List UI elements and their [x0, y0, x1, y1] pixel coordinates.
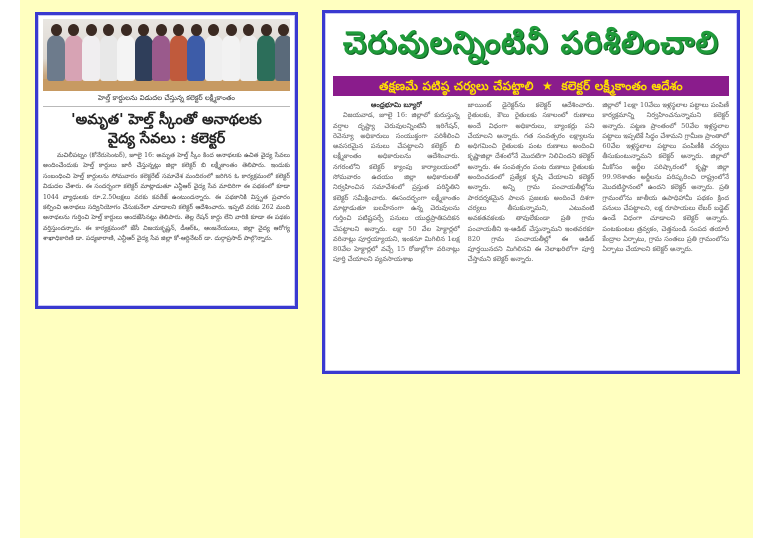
photo-person [65, 35, 83, 81]
photo-person-head [261, 24, 272, 36]
photo-person-head [103, 24, 114, 36]
column-text: విజయవాడ, జూలై 16: జిల్లాలో కురుస్తున్న వర్షాల దృష్ట్యా చెరువులన్నింటినీ ఇరిగేషన్, రెవెన్యూ అధికారులు సంయుక్తంగా పరిశీలించి అవసరమైన పనులు చేపట్టాలని కలెక్టర్ బి లక్ష్మీకాంతం అధికారులను ఆదేశించారు. నగరంలోని కలెక్టర్ క్యాంపు కార్యాలయంలో సోమవారం ఉదయం జిల్లా అధికారులతో నిర్వహించిన సమావేశంలో ప్రస్తుత పరిస్థితిని కలెక్టర్ సమీక్షించారు. ఈసందర్భంగా లక్ష్మీకాంతం మాట్లాడుతూ బలహీనంగా ఉన్న చెరువులను గుర్తించి పటిష్టపర్చే పనులు యుద్ధప్రాతిపదికన చేపట్టాలని అన్నారు. లక్షా 50 వేల హెక్టార్లలో వరినాట్లు పూర్తయ్యాయని, ఇంకనూ మిగిలిన 1లక్ష 80వేల హెక్టార్లలో వచ్చే 15 రోజుల్లోగా వరినాట్లు పూర్తి చేయాలని వ్యవసాయశాఖ [333, 111, 460, 264]
article-headline: చెరువులన్నింటినీ పరిశీలించాలి [342, 25, 720, 61]
photo-person-head [278, 24, 289, 36]
photo-person [205, 35, 223, 81]
photo-person-head [226, 24, 237, 36]
photo-person [275, 35, 291, 81]
photo-person [82, 35, 100, 81]
news-clipping-tanks-inspection [322, 10, 740, 374]
photo-person-head [208, 24, 219, 36]
photo-person-head [191, 24, 202, 36]
photo-person-head [138, 24, 149, 36]
photo-person [170, 35, 188, 81]
photo-caption: హెల్త్ కార్డులను విడుదల చేస్తున్న కలెక్టర్ లక్ష్మీకాంతం [43, 94, 290, 107]
headline-line-2: వైద్య సేవలు : కలెక్టర్ [107, 130, 226, 147]
column-text: జిల్లాలో 1లక్షా 10వేలు ఇళ్లస్థలాల పట్టాలు పంపిణీ కార్యక్రమాన్ని నిర్వహించనున్నామని కలెక్టర్ అన్నారు. పట్టణ ప్రాంతంలో 50వేల ఇళ్లస్థలాల పట్టాలు ఇప్పటికే సిద్ధం చేశామని గ్రామీణ ప్రాంతాలో 60వేల ఇళ్లస్థలాల పట్టాలు పంపిణీకి చర్యలు తీసుకుంటున్నామని కలెక్టర్ అన్నారు. జిల్లాలో మీకోసం అర్జీల పరిష్కారంలో కృష్ణా జిల్లా 99.98శాతం అర్జీలను పరిష్కరించి రాష్ట్రంలోనే మొదటిస్థానంలో ఉందని కలెక్టర్ అన్నారు. ప్రతి గ్రామంలోను జాతీయ ఉపాధిహామీ పథకం క్రింద పనులు చేపట్టాలని, లక్ష రూపాయలు లేబర్ బడ్జెట్ ఉండే విధంగా చూడాలని కలెక్టర్ అన్నారు. పంటకుంటల త్రవ్వకం, చెత్తనుండి సంపద తయారీ కేంద్రాల ఏర్పాటు, గ్రామ సంతలు ప్రతి గ్రామంలోను ఏర్పాటు చేయాలని కలెక్టర్ అన్నారు. [602, 101, 730, 254]
news-clipping-health-scheme [35, 12, 298, 309]
photo-person-head [121, 24, 132, 36]
photo-person-head [173, 24, 184, 36]
photo-person-head [68, 24, 79, 36]
article-subheadline [333, 76, 729, 96]
star-icon: ★ [542, 79, 553, 93]
byline: ఆంధ్రభూమి బ్యూరో [370, 101, 422, 109]
article-column-3 [602, 100, 729, 265]
article-column-2 [468, 100, 595, 265]
article-column-1 [333, 100, 460, 265]
photo-person [100, 35, 118, 81]
photo-person-head [156, 24, 167, 36]
group-photo [43, 19, 290, 91]
column-text: జాయింట్ డైరెక్టర్‌ను కలెక్టర్ ఆదేశించారు. రైతులకు, కౌలు రైతులకు సకాలంలో రుణాలు అందే విధంగా అధికారులు, బ్యాంకర్లు పని చేయాలని అన్నారు. గత సంవత్సరం లక్ష్యాలను అధిగమించి రైతులకు పంట రుణాలు అందించి కృష్ణాజిల్లా దేశంలోనే మొదటిగా నిలిచిందని కలెక్టర్ అన్నారు. ఈ సంవత్సరం పంట రుణాలు రైతులకు అందించడంలో ప్రత్యేక కృషి చేయాలని కలెక్టర్ అన్నారు. అన్ని గ్రామ పంచాయతీల్లోను పారదర్శకమైన పాలన ప్రజలకు అందించే దిశగా చర్యలు తీసుకున్నామని, ఎటువంటి అవకతవకలకు తావులేకుండా ప్రతి గ్రామ పంచాయతీని ఇ-ఆడిట్ చేస్తున్నామని ఇంతవరకూ 820 గ్రామ పంచాయతీల్లో ఈ ఆడిట్ పూర్తయినదని మిగిలినవి ఈ నెలాఖరిలోగా పూర్తి చేస్తామని కలెక్టర్ అన్నారు. [467, 101, 595, 264]
photo-person [47, 35, 65, 81]
article-headline [43, 110, 290, 148]
headline-line-1: 'అమృత' హెల్త్ స్కీంతో అనాథలకు [71, 111, 262, 128]
article-body: మచిలీపట్నం (కోనేరుసెంటర్), జూలై 16: అమృత హెల్త్ స్కీం కింద అనాథలకు ఉచిత వైద్య సేవలు అందించేందుకు హెల్త్ కార్డులు జారీ చేస్తున్నట్లు జిల్లా కలెక్టర్ బి లక్ష్మీకాంతం తెలిపారు. ఇందుకు సంబంధించి హెల్త్ కార్డులను సోమవారం కలెక్టరేట్ సమావేశ మందిరంలో జరిగిన ఓ కార్యక్రమంలో కలెక్టర్ విడుదల చేశారు. ఈ సందర్భంగా కలెక్టర్ మాట్లాడుతూ ఎన్టీఆర్ వైద్య సేవ మాదిరిగా ఈ పథకంలో కూడా 1044 వ్యాధులకు రూ.2.50లక్షలు వరకు కవరేజ్ ఉంటుందన్నారు. ఈ పథకానికి విస్తృత ప్రచారం కల్పించి అనాథలు సద్వినియోగం చేసుకునేలా చూడాలని కలెక్టర్ ఆదేశించారు. ఇప్పటి వరకు 262 మంది అనాథలను గుర్తించి హెల్త్ కార్డులు అందజేసినట్లు తెలిపారు. తెల్ల రేషన్ కార్డు లేని వారికి కూడా ఈ పథకం వర్తిస్తుందన్నారు. ఈ కార్యక్రమంలో జేసీ విజయకృష్ణన్, డీఆర్‌ఓ, ఆంజనేయులు, జిల్లా వైద్య ఆరోగ్య శాఖాధికారిణి డా. పద్మజారాణి, ఎన్టీఆర్ వైద్య సేవ జిల్లా కో-ఆర్డినేటర్ డా. దుర్గాప్రసాద్ పాల్గొన్నారు. [43, 152, 290, 243]
photo-person [117, 35, 135, 81]
photo-person-head [51, 24, 62, 36]
subhead-part-1: తక్షణమే పటిష్ఠ చర్యలు చేపట్టాలి [379, 79, 534, 93]
photo-person [240, 35, 258, 81]
photo-person [187, 35, 205, 81]
photo-person [257, 35, 275, 81]
photo-person [135, 35, 153, 81]
article-columns [333, 100, 729, 265]
photo-person [152, 35, 170, 81]
subhead-part-2: కలెక్టర్ లక్ష్మీకాంతం ఆదేశం [561, 79, 683, 93]
photo-person-head [243, 24, 254, 36]
photo-person-head [86, 24, 97, 36]
photo-person [222, 35, 240, 81]
